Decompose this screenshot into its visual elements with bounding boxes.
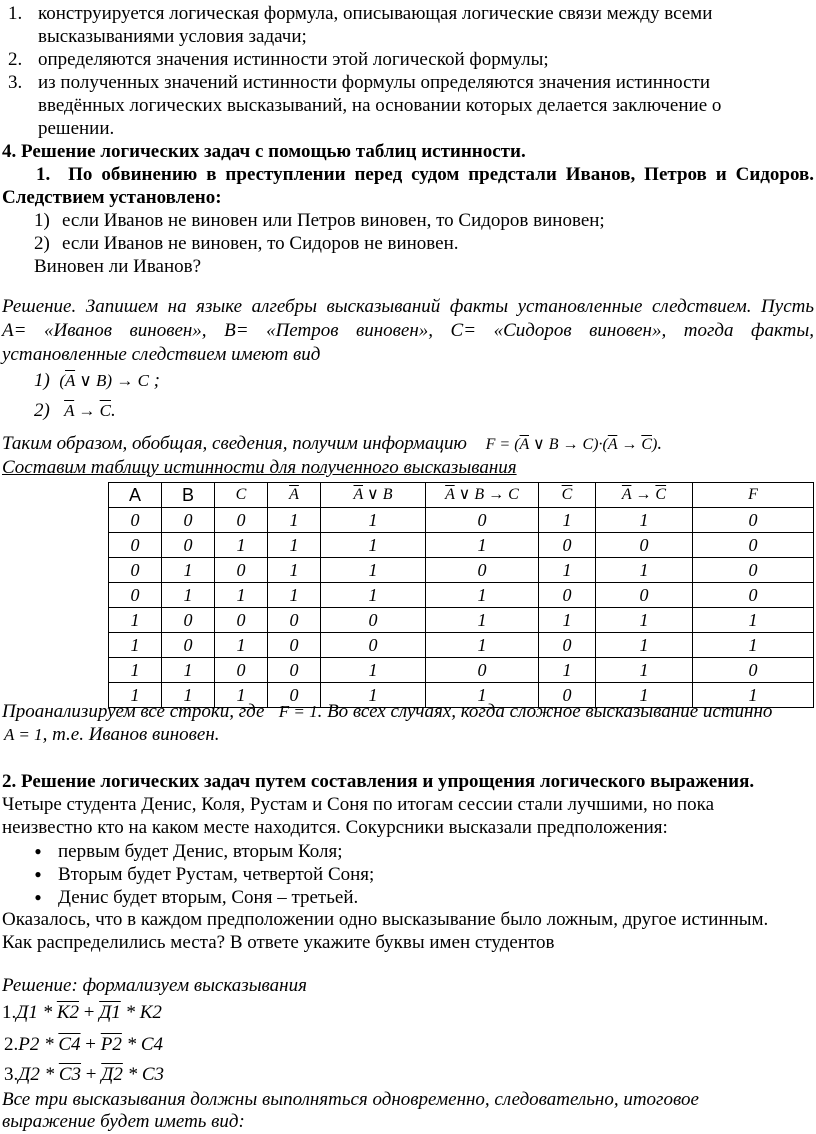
truth-table-cell: 1 [321, 558, 426, 583]
header-rest: ∨ B → C [454, 486, 519, 503]
truth-table-cell: 1 [426, 683, 539, 708]
truth-table-cell: 0 [539, 683, 596, 708]
expression-part: Д2 * [18, 1064, 59, 1085]
header-cell: C [215, 483, 268, 508]
solution-paragraph: А= «Иванов виновен», В= «Петров виновен», С= «Сидоров виновен», тогда факты, [2, 320, 814, 341]
header-cell: B [162, 483, 215, 508]
truth-table-cell: 0 [268, 683, 321, 708]
expression-part: + [78, 1002, 100, 1023]
solution-2-title: Решение: формализуем высказывания [2, 975, 307, 996]
expression-2 [4, 1033, 163, 1057]
section-2-title: 2. Решение логических задач путем составления и упрощения логического выражения. [2, 771, 755, 792]
truth-table-cell: 0 [268, 658, 321, 683]
truth-table-cell: 0 [693, 583, 814, 608]
truth-table-cell: 0 [109, 558, 162, 583]
condition-1 [34, 209, 605, 233]
truth-table-header-row [109, 483, 814, 508]
truth-table-cell: 0 [321, 633, 426, 658]
truth-table-cell: 1 [162, 658, 215, 683]
step-text: конструируется логическая формула, описывающая логические связи между всеми [38, 3, 713, 24]
truth-table-cell: 1 [596, 633, 693, 658]
truth-table-body [109, 508, 814, 708]
question: Виновен ли Иванов? [34, 256, 202, 277]
task-1-statement-continued: Следствием установлено: [2, 187, 222, 208]
header-cell [596, 483, 693, 508]
truth-table-cell: 1 [268, 533, 321, 558]
truth-table-cell: 1 [693, 683, 814, 708]
truth-table-cell: 0 [109, 583, 162, 608]
expression-number: 3. [4, 1064, 19, 1085]
expression-negated-part: Д1 [99, 1002, 121, 1023]
truth-table-cell: 1 [268, 558, 321, 583]
formula-part: ∨ B → C)·( [529, 436, 608, 453]
truth-table [108, 482, 814, 708]
header-negated-var: $\overline{A}$ [353, 486, 363, 503]
condition-text: если Иванов не виновен, то Сидоров не виновен. [62, 233, 459, 254]
expression-negated-part: С4 [58, 1034, 81, 1055]
bullet-text: Денис будет вторым, Соня – третьей. [58, 887, 359, 908]
expression-part: Д1 * [16, 1002, 57, 1023]
formula-negated-var: $\overline{C}$ [641, 436, 652, 453]
bullet-icon: ● [34, 844, 42, 858]
expression-part: * С4 [121, 1034, 164, 1055]
header-rest: → [631, 486, 656, 503]
header-negated-var: $\overline{C}$ [655, 486, 667, 503]
step-1 [8, 2, 712, 26]
expression-number: 1. [2, 1002, 17, 1023]
formula-end: ; [148, 370, 160, 391]
step-number: 3. [8, 72, 23, 93]
truth-table-cell: 1 [215, 533, 268, 558]
analysis-text: , т.е. Иванов виновен. [42, 724, 220, 745]
formula-body [59, 371, 149, 390]
truth-table-cell: 1 [215, 683, 268, 708]
truth-table-cell: 0 [539, 633, 596, 658]
truth-table-cell: 1 [109, 633, 162, 658]
truth-table-cell: 0 [426, 508, 539, 533]
step-number: 1. [8, 3, 23, 24]
truth-table-cell: 1 [215, 583, 268, 608]
bullet-item [18, 839, 342, 864]
truth-table-cell: 0 [109, 508, 162, 533]
truth-table-cell: 0 [215, 658, 268, 683]
step-number: 2. [8, 49, 23, 70]
truth-table-cell: 1 [693, 608, 814, 633]
formula-end: . [657, 433, 663, 454]
task-1-statement [36, 163, 814, 187]
condition-2 [34, 232, 459, 256]
section-4-title: 4. Решение логических задач с помощью таблиц истинности. [2, 141, 526, 162]
truth-table-cell: 0 [268, 633, 321, 658]
bullet-icon: ● [34, 867, 42, 881]
bullet-item [18, 862, 374, 887]
step-1-continued: высказываниями условия задачи; [38, 26, 307, 47]
formula-1 [34, 369, 160, 393]
expression-negated-part: К2 [56, 1002, 79, 1023]
truth-table-cell: 1 [268, 583, 321, 608]
truth-table-cell: 1 [596, 508, 693, 533]
truth-table-row [109, 533, 814, 558]
truth-table-cell: 0 [215, 508, 268, 533]
task-text: По обвинению в преступлении перед судом предстали Иванов, Петров и Сидоров. [68, 164, 814, 185]
truth-table-cell: 0 [162, 608, 215, 633]
formula-2 [34, 399, 116, 423]
truth-table-cell: 1 [109, 608, 162, 633]
truth-table-row [109, 508, 814, 533]
truth-table-cell: 1 [109, 658, 162, 683]
step-text: определяются значения истинности этой логической формулы; [38, 49, 549, 70]
truth-table-cell: 1 [539, 558, 596, 583]
expression-part: * К2 [120, 1002, 162, 1023]
header-cell: F [693, 483, 814, 508]
formula-body [64, 401, 111, 420]
truth-table-cell: 1 [321, 533, 426, 558]
truth-table-cell: 0 [693, 508, 814, 533]
condition-number: 2) [34, 233, 50, 254]
truth-table-cell: 1 [321, 683, 426, 708]
formula-negated-var: $\overline{C}$ [99, 401, 111, 420]
solution-2-paragraph: Все три высказывания должны выполняться одновременно, следовательно, итоговое [2, 1089, 699, 1110]
formula-label: 1) [34, 370, 50, 391]
truth-table-cell: 0 [539, 533, 596, 558]
expression-1 [2, 1001, 162, 1025]
truth-table-cell: 1 [539, 508, 596, 533]
truth-table-cell: 1 [539, 658, 596, 683]
truth-table-cell: 1 [162, 558, 215, 583]
truth-table-cell: 0 [596, 583, 693, 608]
expression-part: * С3 [122, 1064, 165, 1085]
summary-formula [486, 436, 658, 453]
task-2-paragraph: неизвестно кто на каком месте находится. Сокурсники высказали предположения: [2, 817, 668, 838]
truth-table-cell: 1 [321, 508, 426, 533]
truth-table-cell: 1 [426, 608, 539, 633]
expression-negated-part: Д2 [101, 1064, 123, 1085]
analysis-formula: A = 1 [4, 725, 43, 744]
header-cell [426, 483, 539, 508]
analysis-text: . Во всех случаях, когда сложное высказывание истинно [317, 701, 773, 722]
truth-table-row [109, 558, 814, 583]
truth-table-cell: 1 [321, 583, 426, 608]
analysis-line [2, 700, 772, 724]
truth-table-cell: 1 [426, 533, 539, 558]
truth-table-cell: 0 [162, 508, 215, 533]
bullet-item [18, 885, 358, 910]
truth-table-cell: 1 [268, 508, 321, 533]
header-cell [321, 483, 426, 508]
task-2-paragraph: Оказалось, что в каждом предположении одно высказывание было ложным, другое истинным. [2, 909, 769, 930]
truth-table-cell: 0 [693, 558, 814, 583]
formula-negated-var: $\overline{A}$ [65, 371, 76, 390]
solution-paragraph: установленные следствием имеют вид [2, 344, 321, 365]
formula-negated-var: $\overline{A}$ [519, 436, 530, 453]
formula-negated-var: $\overline{A}$ [607, 436, 618, 453]
header-negated-var: $\overline{A}$ [621, 486, 632, 503]
solution-paragraph: Решение. Запишем на языке алгебры высказываний факты установленные следствием. Пусть [2, 296, 814, 317]
task-number: 1. [36, 164, 51, 185]
truth-table-cell: 0 [162, 533, 215, 558]
condition-text: если Иванов не виновен или Петров виновен, то Сидоров виновен; [62, 210, 605, 231]
truth-table-cell: 1 [596, 558, 693, 583]
truth-table-cell: 0 [693, 533, 814, 558]
formula-part: → [74, 401, 100, 420]
expression-part: Р2 * [18, 1034, 59, 1055]
summary-text: Таким образом, обобщая, сведения, получим информацию [2, 433, 467, 454]
truth-table-cell: 0 [693, 658, 814, 683]
analysis-text: Проанализируем все строки, где [2, 701, 270, 722]
truth-table-cell: 1 [596, 608, 693, 633]
truth-table-cell: 1 [426, 583, 539, 608]
truth-table-cell: 0 [215, 558, 268, 583]
expression-part: + [81, 1064, 102, 1085]
analysis-formula: F = 1 [278, 702, 318, 721]
formula-end: . [111, 400, 116, 421]
truth-table-cell: 0 [162, 633, 215, 658]
truth-table-cell: 1 [109, 683, 162, 708]
formula-label: 2) [34, 400, 50, 421]
header-negated-var: $\overline{A}$ [445, 486, 455, 503]
formula-part: ∨ B) → C [75, 371, 149, 390]
step-3-continued: введённых логических высказываний, на основании которых делается заключение о [38, 95, 722, 116]
summary-line [2, 432, 662, 457]
formula-part: F = ( [485, 436, 520, 453]
truth-table-cell: 0 [215, 608, 268, 633]
truth-table-row [109, 633, 814, 658]
formula-negated-var: $\overline{A}$ [64, 401, 75, 420]
table-caption: Составим таблицу истинности для полученного высказывания [2, 457, 517, 478]
truth-table-cell: 0 [426, 658, 539, 683]
task-2-paragraph: Как распределились места? В ответе укажите буквы имен студентов [2, 932, 555, 953]
condition-number: 1) [34, 210, 50, 231]
truth-table-cell: 1 [596, 683, 693, 708]
truth-table-cell: 1 [596, 658, 693, 683]
formula-part: → [617, 436, 642, 453]
truth-table-cell: 1 [215, 633, 268, 658]
expression-number: 2. [4, 1034, 19, 1055]
step-text: из полученных значений истинности формулы определяются значения истинности [38, 72, 711, 93]
expression-negated-part: Р2 [100, 1034, 122, 1055]
step-2 [8, 48, 549, 72]
formula-part: ) [651, 436, 658, 453]
bullet-icon: ● [34, 890, 42, 904]
truth-table-cell: 0 [321, 608, 426, 633]
formula-part: ( [59, 371, 65, 390]
header-cell: $\overline{A}$ [268, 483, 321, 508]
expression-part: + [80, 1034, 101, 1055]
step-3-continued: решении. [38, 118, 115, 139]
header-rest: ∨ B [363, 486, 393, 503]
truth-table-cell: 1 [162, 683, 215, 708]
truth-table-cell: 0 [596, 533, 693, 558]
truth-table-row [109, 608, 814, 633]
expression-3 [4, 1063, 164, 1087]
truth-table-cell: 1 [693, 633, 814, 658]
solution-2-paragraph: выражение будет иметь вид: [2, 1111, 245, 1132]
truth-table-cell: 1 [321, 658, 426, 683]
truth-table-cell: 1 [539, 608, 596, 633]
header-cell: A [109, 483, 162, 508]
expression-negated-part: С3 [58, 1064, 82, 1085]
analysis-conclusion [4, 723, 220, 747]
truth-table-cell: 1 [162, 583, 215, 608]
truth-table-cell: 0 [426, 558, 539, 583]
truth-table-cell: 1 [426, 633, 539, 658]
header-cell: $\overline{C}$ [539, 483, 596, 508]
step-3 [8, 71, 710, 95]
task-2-paragraph: Четыре студента Денис, Коля, Рустам и Соня по итогам сессии стали лучшими, но пока [2, 794, 715, 815]
truth-table-row [109, 658, 814, 683]
truth-table-cell: 0 [539, 583, 596, 608]
bullet-text: Вторым будет Рустам, четвертой Соня; [58, 864, 375, 885]
truth-table-cell: 0 [268, 608, 321, 633]
truth-table-cell: 0 [109, 533, 162, 558]
bullet-text: первым будет Денис, вторым Коля; [58, 841, 343, 862]
truth-table-row [109, 583, 814, 608]
